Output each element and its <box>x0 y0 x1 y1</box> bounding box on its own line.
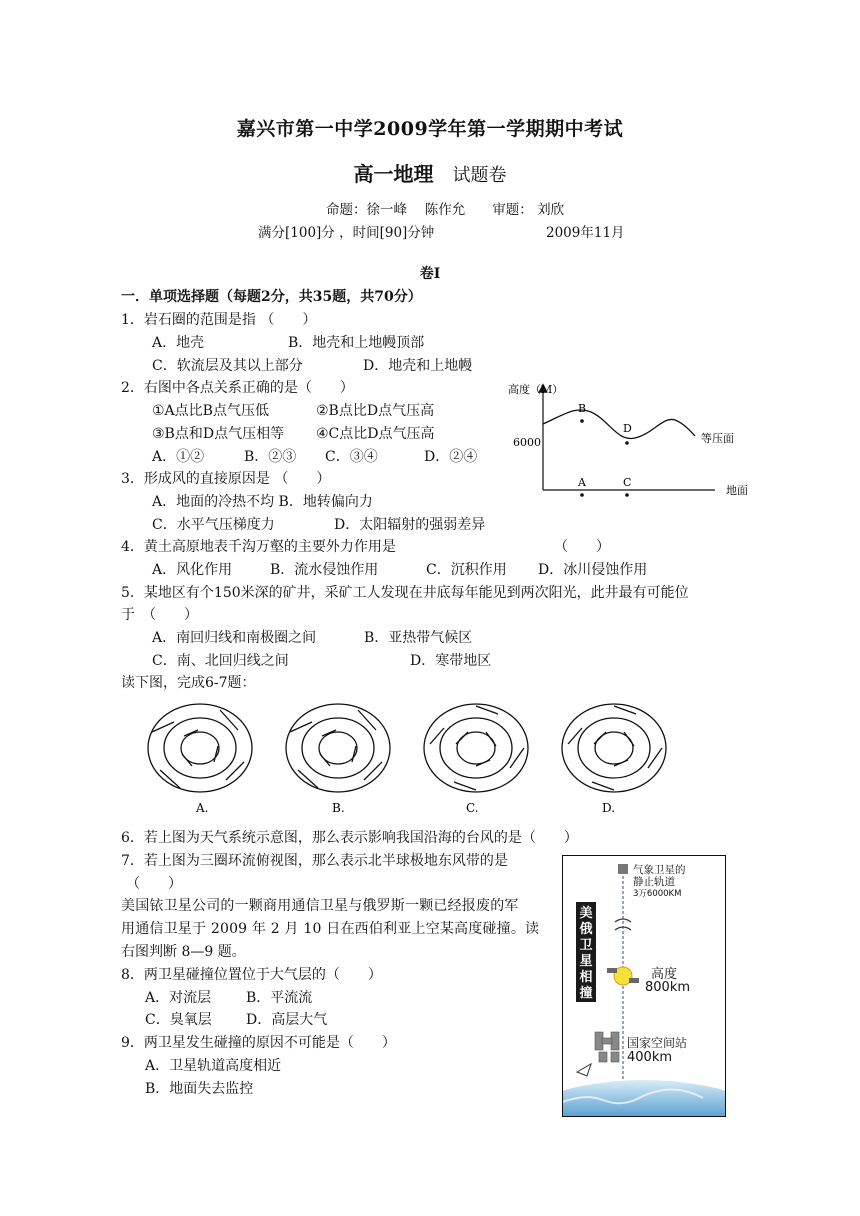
satellite-collision-figure <box>562 855 726 1117</box>
ground-label: 地面 <box>726 484 748 497</box>
q5-option-b: B．亚热带气候区 <box>364 630 473 646</box>
q2-statement-1: ①A点比B点气压低 <box>152 403 269 419</box>
space-station-height: 400km <box>627 1050 673 1065</box>
y-6000-label: 6000 <box>513 436 541 449</box>
q8-option-d: D．高层大气 <box>246 1012 328 1028</box>
circulation-diagrams <box>140 700 680 820</box>
geo-orbit-label <box>633 864 686 900</box>
geo-label-line-3: 3万6000KM <box>633 889 682 899</box>
q4-option-a: A．风化作用 <box>152 562 233 578</box>
q6-stem: 6．若上图为天气系统示意图，那么表示影响我国沿海的台风的是（ ） <box>121 830 578 846</box>
space-station-icon <box>595 1032 619 1062</box>
authors-line: 命题：徐一峰 陈作允 审题： 刘欣 <box>326 202 565 218</box>
q8-option-b: B．平流流 <box>246 990 313 1006</box>
point-a-marker <box>580 493 584 497</box>
q9-option-a: A．卫星轨道高度相近 <box>145 1058 282 1074</box>
q7-paren: （ ） <box>126 876 182 892</box>
volume-label: 卷Ⅰ <box>419 266 441 282</box>
point-a-label: A <box>578 476 586 489</box>
read-instruction-6-7: 读下图，完成6-7题： <box>121 675 256 691</box>
q1-option-a: A．地壳 <box>152 335 205 351</box>
shuttle-icon <box>577 1064 591 1076</box>
y-axis-label: 高度（M） <box>508 383 564 396</box>
space-station-label: 国家空间站 <box>627 1036 688 1050</box>
diagram-b <box>286 704 390 792</box>
paper-type: 试题卷 <box>452 165 507 186</box>
point-d-marker <box>625 441 629 445</box>
isobar-curve <box>543 410 695 439</box>
passage-line-3: 右图判断 8—9 题。 <box>121 944 246 960</box>
q2-option-d: D．②④ <box>424 449 478 465</box>
q1-option-d: D．地壳和上地幔 <box>363 358 473 374</box>
q2-option-c: C．③④ <box>325 449 378 465</box>
collision-banner: 美俄卫星相撞 <box>576 902 596 1002</box>
diagram-c-label: C. <box>466 801 479 815</box>
q4-option-d: D．冰川侵蚀作用 <box>538 562 648 578</box>
q1-option-b: B．地壳和上地幔顶部 <box>288 335 425 351</box>
q5-stem: 5．某地区有个150米深的矿井，采矿工人发现在井底每年能见到两次阳光，此井最有可能位 <box>121 585 689 601</box>
geo-label-line-2: 静止轨道 <box>633 876 675 888</box>
passage-line-2: 用通信卫星于 2009 年 2 月 10 日在西伯利亚上空某高度碰撞。读 <box>121 921 540 937</box>
q9-option-b: B．地面失去监控 <box>145 1081 254 1097</box>
isobar-diagram <box>505 376 755 498</box>
score-time-line: 满分[100]分 ，时间[90]分钟 <box>258 225 435 241</box>
diagram-b-label: B. <box>332 801 345 815</box>
q4-stem: 4．黄土高原地表千沟万壑的主要外力作用是 <box>121 539 396 555</box>
q5-option-a: A．南回归线和南极圈之间 <box>152 630 317 646</box>
q8-stem: 8．两卫星碰撞位置位于大气层的（ ） <box>121 967 382 983</box>
q5-stem-cont: 于 （ ） <box>121 607 198 623</box>
q1-option-c: C．软流层及其以上部分 <box>152 358 303 374</box>
q8-option-a: A．对流层 <box>145 990 212 1006</box>
q4-paren: （ ） <box>554 539 610 555</box>
geo-label-line-1: 气象卫星的 <box>633 864 686 876</box>
point-b-label: B <box>578 402 587 415</box>
q2-stem: 2．右图中各点关系正确的是（ ） <box>121 380 354 396</box>
diagram-a-label: A. <box>196 801 209 815</box>
point-b-marker <box>580 419 584 423</box>
height-800-label: 高度 <box>651 967 678 982</box>
diagram-a <box>148 704 252 792</box>
subject-line <box>0 158 860 187</box>
q3-option-d: D．太阳辐射的强弱差异 <box>334 517 486 533</box>
q1-stem: 1．岩石圈的范围是指 （ ） <box>121 312 317 328</box>
q2-statement-2: ②B点比D点气压高 <box>316 403 435 419</box>
subject-name: 高一地理 <box>353 162 434 186</box>
diagram-d <box>562 704 666 792</box>
q4-option-b: B．流水侵蚀作用 <box>270 562 379 578</box>
point-c-marker <box>625 493 629 497</box>
weather-satellite-icon <box>618 864 628 874</box>
q3-stem: 3．形成风的直接原因是 （ ） <box>121 471 331 487</box>
q4-option-c: C．沉积作用 <box>426 562 507 578</box>
q2-statement-3: ③B点和D点气压相等 <box>152 426 285 442</box>
height-800-value: 800km <box>645 980 691 995</box>
satellite-2-icon <box>629 978 639 983</box>
q2-statement-4: ④C点比D点气压高 <box>316 426 435 442</box>
q2-option-a: A．①② <box>152 449 205 465</box>
exam-title: 嘉兴市第一中学2009学年第一学期期中考试 <box>236 118 624 140</box>
part-heading: 一．单项选择题（每题2分，共35题，共70分） <box>121 289 422 305</box>
diagram-c <box>424 704 528 792</box>
q2-option-b: B．②③ <box>244 449 297 465</box>
q5-option-c: C．南、北回归线之间 <box>152 653 289 669</box>
diagram-d-label: D. <box>602 801 616 815</box>
exam-date: 2009年11月 <box>546 225 625 241</box>
point-c-label: C <box>623 476 632 489</box>
q3-option-c: C．水平气压梯度力 <box>152 517 275 533</box>
q9-stem: 9．两卫星发生碰撞的原因不可能是（ ） <box>121 1035 396 1051</box>
q8-option-c: C．臭氧层 <box>145 1012 212 1028</box>
satellite-1-icon <box>607 968 617 973</box>
q7-stem: 7．若上图为三圈环流俯视图，那么表示北半球极地东风带的是 <box>121 853 508 869</box>
point-d-label: D <box>623 422 632 435</box>
passage-line-1: 美国铱卫星公司的一颗商用通信卫星与俄罗斯一颗已经报废的军 <box>121 898 519 914</box>
isobar-label: 等压面 <box>701 432 734 445</box>
q5-option-d: D．寒带地区 <box>410 653 492 669</box>
q3-option-ab: A．地面的冷热不均 B．地转偏向力 <box>152 494 373 510</box>
